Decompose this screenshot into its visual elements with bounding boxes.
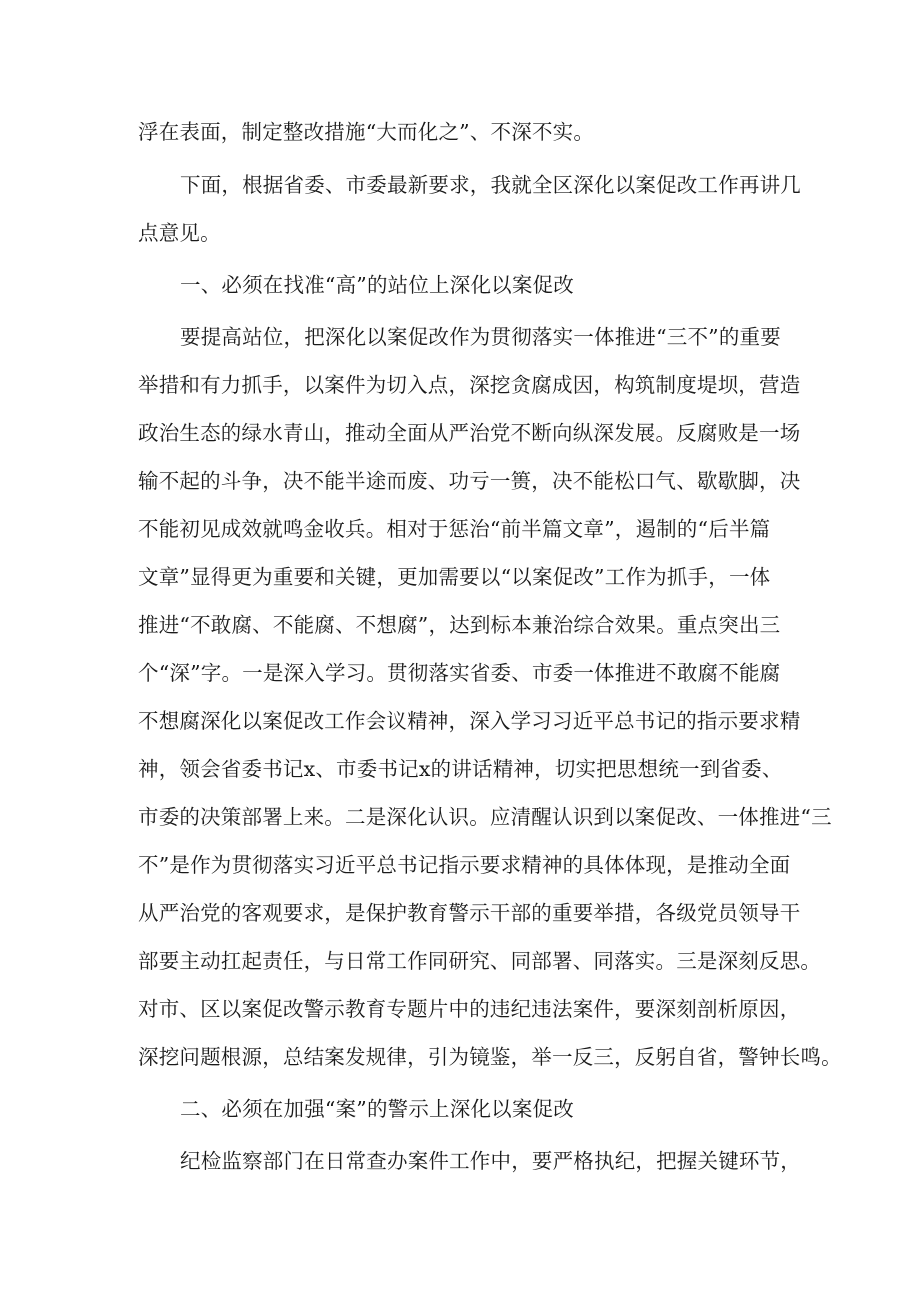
text-line: 从严治党的客观要求，是保护教育警示干部的重要举措，各级党员领导干 [138,901,801,925]
section-heading-1: 一、必须在找准“高”的站位上深化以案促改 [180,273,574,297]
text-line: 部要主动扛起责任，与日常工作同研究、同部署、同落实。三是深刻反思。 [138,949,822,973]
section-heading-2: 二、必须在加强“案”的警示上深化以案促改 [180,1097,574,1121]
text-line: 点意见。 [138,221,221,245]
text-line: 个“深”字。一是深入学习。贯彻落实省委、市委一体推进不敢腐不能腐 [138,661,781,685]
text-line: 神，领会省委书记x、市委书记x的讲话精神，切实把思想统一到省委、 [138,757,783,781]
text-line: 推进“不敢腐、不能腐、不想腐”，达到标本兼治综合效果。重点突出三 [138,613,781,637]
text-line: 举措和有力抓手，以案件为切入点，深挖贪腐成因，构筑制度堤坝，营造 [138,373,801,397]
text-line: 不想腐深化以案促改工作会议精神，深入学习习近平总书记的指示要求精 [138,709,801,733]
text-line: 浮在表面，制定整改措施“大而化之”、不深不实。 [138,120,595,144]
paragraph-first-line: 要提高站位，把深化以案促改作为贯彻落实一体推进“三不”的重要 [180,325,781,349]
text-line: 对市、区以案促改警示教育专题片中的违纪违法案件，要深刻剖析原因， [138,997,801,1021]
text-line: 市委的决策部署上来。二是深化认识。应清醒认识到以案促改、一体推进“三 [138,805,832,829]
text-line: 文章”显得更为重要和关键，更加需要以“以案促改”工作为抓手，一体 [138,565,771,589]
paragraph-first-line: 纪检监察部门在日常查办案件工作中，要严格执纪，把握关键环节， [180,1149,801,1173]
text-line: 深挖问题根源，总结案发规律，引为镜鉴，举一反三，反躬自省，警钟长鸣。 [138,1045,842,1069]
text-line: 政治生态的绿水青山，推动全面从严治党不断向纵深发展。反腐败是一场 [138,421,801,445]
paragraph-first-line: 下面，根据省委、市委最新要求，我就全区深化以案促改工作再讲几 [180,173,801,197]
text-line: 不”是作为贯彻落实习近平总书记指示要求精神的具体体现，是推动全面 [138,853,791,877]
text-line: 输不起的斗争，决不能半途而废、功亏一篑，决不能松口气、歇歇脚，决 [138,469,801,493]
text-line: 不能初见成效就鸣金收兵。相对于惩治“前半篇文章”，遏制的“后半篇 [138,517,771,541]
